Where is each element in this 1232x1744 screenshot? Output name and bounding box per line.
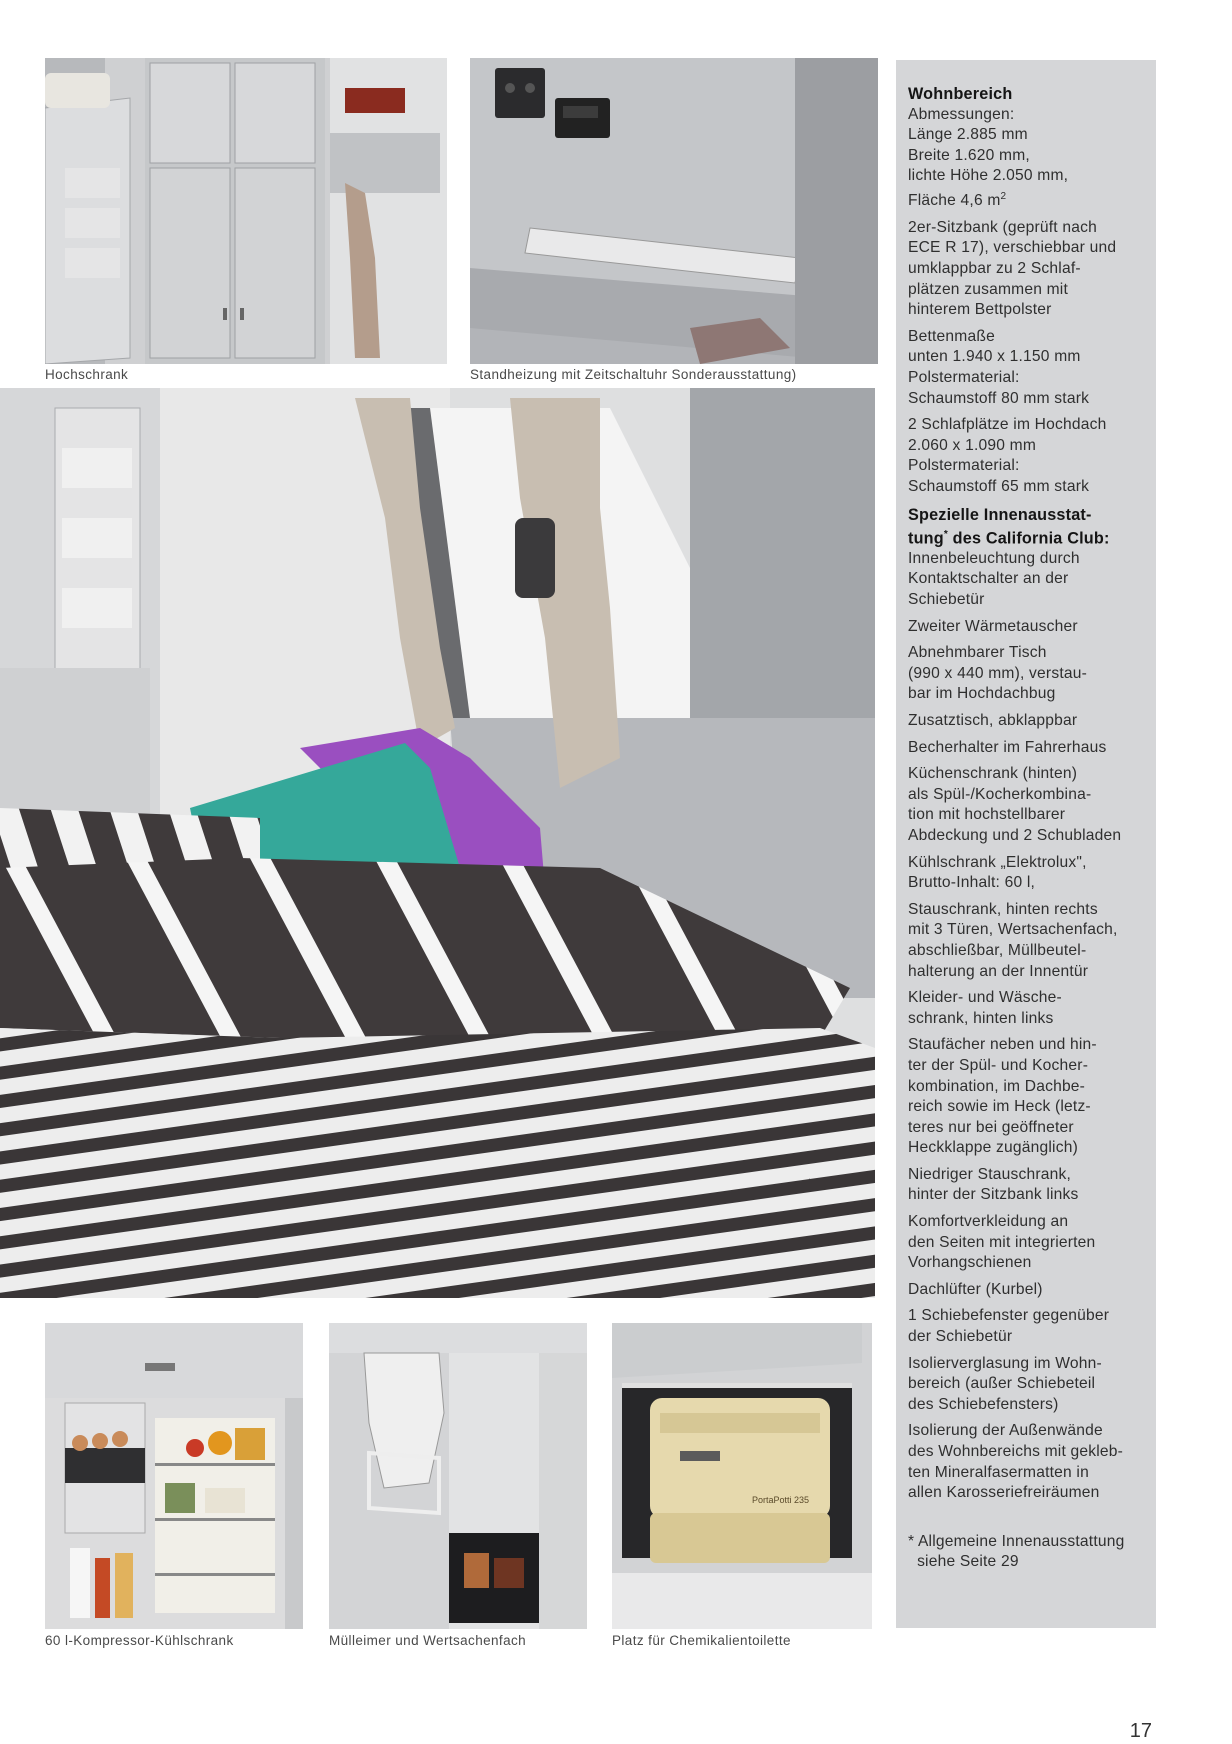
footnote xyxy=(908,1532,1148,1573)
feature-item-line: kombination, im Dachbe- xyxy=(908,1077,1086,1095)
sidebar-heading-2 xyxy=(908,505,1148,548)
feature-item xyxy=(908,1165,1148,1206)
hochdach-line: Polstermaterial: xyxy=(908,457,1020,475)
feature-item-line: Dachlüfter (Kurbel) xyxy=(908,1280,1043,1298)
feature-item-line: Isolierverglasung im Wohn- xyxy=(908,1354,1102,1372)
spec-sitzbank xyxy=(908,218,1148,321)
photo-toilette xyxy=(612,1323,872,1629)
sitzbank-line: hinterem Bettpolster xyxy=(908,301,1052,319)
abmessungen-flaeche-exp: 2 xyxy=(1000,190,1007,202)
hochdach-line: Schaumstoff 65 mm stark xyxy=(908,477,1090,495)
page-number: 17 xyxy=(1129,1720,1152,1742)
feature-item-line: Abnehmbarer Tisch xyxy=(908,644,1047,662)
feature-item-line: 1 Schiebefenster gegenüber xyxy=(908,1307,1110,1325)
feature-list xyxy=(908,549,1148,1504)
abmessungen-laenge: Länge 2.885 mm xyxy=(908,126,1028,144)
heading2-star: * xyxy=(943,529,948,541)
feature-item-line: schrank, hinten links xyxy=(908,1009,1054,1027)
caption-standheizung: Standheizung mit Zeitschaltuhr Sonderausstattung) xyxy=(470,367,797,382)
feature-item-line: Schiebetür xyxy=(908,591,985,609)
feature-item-line: ten Mineralfasermatten in xyxy=(908,1463,1089,1481)
photo-standheizung xyxy=(470,58,878,364)
feature-item-line: Zusatztisch, abklappbar xyxy=(908,712,1078,730)
spec-abmessungen xyxy=(908,105,1148,212)
feature-item xyxy=(908,711,1148,732)
caption-kuehlschrank: 60 l-Kompressor-Kühlschrank xyxy=(45,1633,234,1648)
feature-item-line: Kühlschrank „Elektrolux", xyxy=(908,853,1087,871)
sitzbank-line: ECE R 17), verschiebbar und xyxy=(908,239,1117,257)
feature-item-line: den Seiten mit integrierten xyxy=(908,1233,1096,1251)
abmessungen-flaeche: Fläche 4,6 m xyxy=(908,192,1001,210)
feature-item xyxy=(908,764,1148,846)
bettenmasse-line: Schaumstoff 80 mm stark xyxy=(908,389,1090,407)
spec-hochdach xyxy=(908,415,1148,497)
feature-item-line: teres nur bei geöffneter xyxy=(908,1118,1074,1136)
sitzbank-line: plätzen zusammen mit xyxy=(908,280,1068,298)
feature-item-line: tion mit hochstellbarer xyxy=(908,806,1066,824)
feature-item-line: (990 x 440 mm), verstau- xyxy=(908,664,1087,682)
heading2-line2b: des California Club: xyxy=(947,529,1110,548)
feature-item-line: Staufächer neben und hin- xyxy=(908,1036,1097,1054)
feature-item-line: Abdeckung und 2 Schubladen xyxy=(908,826,1122,844)
bettenmasse-line: Polstermaterial: xyxy=(908,368,1020,386)
feature-item xyxy=(908,1280,1148,1301)
feature-item-line: Zweiter Wärmetauscher xyxy=(908,617,1078,635)
feature-item-line: reich sowie im Heck (letz- xyxy=(908,1098,1091,1116)
feature-item-line: hinter der Sitzbank links xyxy=(908,1186,1079,1204)
feature-item-line: mit 3 Türen, Wertsachenfach, xyxy=(908,921,1118,939)
feature-item-line: halterung an der Innentür xyxy=(908,962,1089,980)
feature-item-line: Kontaktschalter an der xyxy=(908,570,1069,588)
abmessungen-hoehe: lichte Höhe 2.050 mm, xyxy=(908,167,1069,185)
footnote-line: siehe Seite 29 xyxy=(908,1553,1019,1571)
feature-item xyxy=(908,549,1148,611)
feature-item-line: allen Karosseriefreiräumen xyxy=(908,1484,1100,1502)
feature-item-line: Vorhangschienen xyxy=(908,1254,1032,1272)
feature-item-line: Innenbeleuchtung durch xyxy=(908,549,1080,567)
feature-item xyxy=(908,617,1148,638)
hochdach-line: 2 Schlafplätze im Hochdach xyxy=(908,416,1107,434)
heading2-line1: Spezielle Innenausstat- xyxy=(908,506,1092,525)
caption-toilette: Platz für Chemikalientoilette xyxy=(612,1633,791,1648)
sitzbank-line: umklappbar zu 2 Schlaf- xyxy=(908,259,1081,277)
abmessungen-label: Abmessungen: xyxy=(908,105,1015,123)
photo-muelleimer xyxy=(329,1323,587,1629)
feature-item xyxy=(908,643,1148,705)
feature-item-line: Stauschrank, hinten rechts xyxy=(908,900,1098,918)
hochdach-line: 2.060 x 1.090 mm xyxy=(908,436,1037,454)
spec-bettenmasse xyxy=(908,327,1148,409)
feature-item-line: Niedriger Stauschrank, xyxy=(908,1165,1072,1183)
abmessungen-breite: Breite 1.620 mm, xyxy=(908,146,1030,164)
feature-item xyxy=(908,853,1148,894)
sidebar-specs xyxy=(896,60,1156,1628)
feature-item-line: bereich (außer Schiebeteil xyxy=(908,1375,1096,1393)
heading2-line2a: tung xyxy=(908,529,944,548)
photo-bett xyxy=(0,388,875,1298)
feature-item xyxy=(908,900,1148,982)
feature-item-line: Becherhalter im Fahrerhaus xyxy=(908,738,1107,756)
feature-item-line: des Schiebefensters) xyxy=(908,1395,1059,1413)
feature-item-line: Kleider- und Wäsche- xyxy=(908,989,1062,1007)
feature-item-line: Brutto-Inhalt: 60 l, xyxy=(908,874,1036,892)
feature-item-line: als Spül-/Kocherkombina- xyxy=(908,785,1092,803)
feature-item-line: Heckklappe zugänglich) xyxy=(908,1139,1078,1157)
feature-item xyxy=(908,1354,1148,1416)
feature-item-line: bar im Hochdachbug xyxy=(908,685,1056,703)
feature-item-line: abschließbar, Müllbeutel- xyxy=(908,941,1087,959)
feature-item-line: Küchenschrank (hinten) xyxy=(908,765,1078,783)
bettenmasse-line: Bettenmaße xyxy=(908,327,995,345)
feature-item xyxy=(908,738,1148,759)
photo-kuehlschrank xyxy=(45,1323,303,1629)
sidebar-heading: Wohnbereich xyxy=(908,85,1013,103)
toilet-brand-label: PortaPotti 235 xyxy=(752,1495,810,1505)
feature-item-line: des Wohnbereichs mit gekleb- xyxy=(908,1443,1124,1461)
feature-item xyxy=(908,1421,1148,1503)
feature-item xyxy=(908,1306,1148,1347)
bettenmasse-line: unten 1.940 x 1.150 mm xyxy=(908,348,1081,366)
footnote-line: * Allgemeine Innenausstattung xyxy=(908,1532,1125,1550)
caption-muelleimer: Mülleimer und Wertsachenfach xyxy=(329,1633,527,1648)
feature-item xyxy=(908,1212,1148,1274)
caption-hochschrank: Hochschrank xyxy=(45,367,129,382)
feature-item xyxy=(908,988,1148,1029)
feature-item-line: der Schiebetür xyxy=(908,1328,1013,1346)
feature-item-line: ter der Spül- und Kocher- xyxy=(908,1056,1089,1074)
sitzbank-line: 2er-Sitzbank (geprüft nach xyxy=(908,218,1097,236)
photo-hochschrank xyxy=(45,58,447,364)
feature-item-line: Komfortverkleidung an xyxy=(908,1213,1069,1231)
feature-item-line: Isolierung der Außenwände xyxy=(908,1422,1103,1440)
feature-item xyxy=(908,1035,1148,1159)
